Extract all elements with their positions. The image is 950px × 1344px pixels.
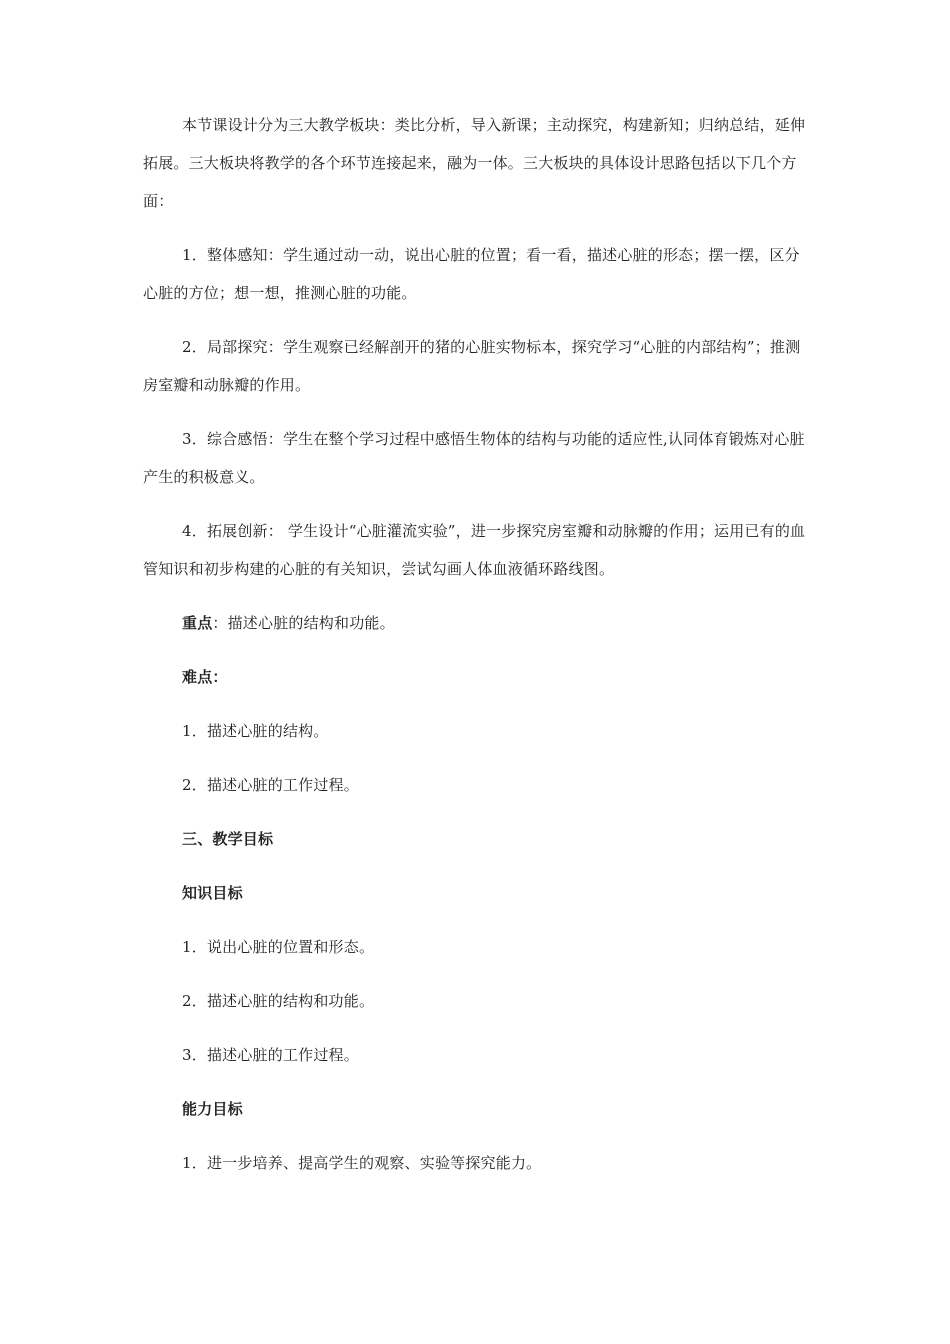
difficulty-item-2: 2．描述心脏的工作过程。 [182, 776, 359, 794]
document-body [143, 106, 808, 1198]
difficulty-heading: 难点： [182, 668, 228, 686]
intro-paragraph: 本节课设计分为三大教学板块：类比分析，导入新课；主动探究，构建新知；归纳总结，延伸拓展。三大板块将教学的各个环节连接起来，融为一体。三大板块的具体设计思路包括以下几个方面： [143, 116, 806, 210]
knowledge-goal-2: 2．描述心脏的结构和功能。 [182, 992, 375, 1010]
key-point-label: 重点 [182, 614, 213, 632]
knowledge-goal-1: 1．说出心脏的位置和形态。 [182, 938, 375, 956]
ability-goal-1: 1．进一步培养、提高学生的观察、实验等探究能力。 [182, 1154, 542, 1172]
design-point-4: 4．拓展创新： 学生设计“心脏灌流实验”，进一步探究房室瓣和动脉瓣的作用；运用已有的血管知识和初步构建的心脏的有关知识，尝试勾画人体血液循环路线图。 [143, 522, 806, 578]
design-point-2: 2．局部探究：学生观察已经解剖开的猪的心脏实物标本，探究学习“心脏的内部结构”；推测房室瓣和动脉瓣的作用。 [143, 338, 801, 394]
knowledge-goals-heading: 知识目标 [182, 884, 243, 902]
knowledge-goal-3: 3．描述心脏的工作过程。 [182, 1046, 359, 1064]
design-point-1: 1．整体感知：学生通过动一动，说出心脏的位置；看一看，描述心脏的形态；摆一摆，区分心脏的方位；想一想，推测心脏的功能。 [143, 246, 800, 302]
section-heading-teaching-goals: 三、教学目标 [182, 830, 274, 848]
design-point-3: 3．综合感悟：学生在整个学习过程中感悟生物体的结构与功能的适应性,认同体育锻炼对心脏产生的积极意义。 [143, 430, 805, 486]
key-point-line [143, 604, 808, 642]
difficulty-item-1: 1．描述心脏的结构。 [182, 722, 329, 740]
ability-goals-heading: 能力目标 [182, 1100, 243, 1118]
key-point-text: ：描述心脏的结构和功能。 [212, 614, 395, 632]
